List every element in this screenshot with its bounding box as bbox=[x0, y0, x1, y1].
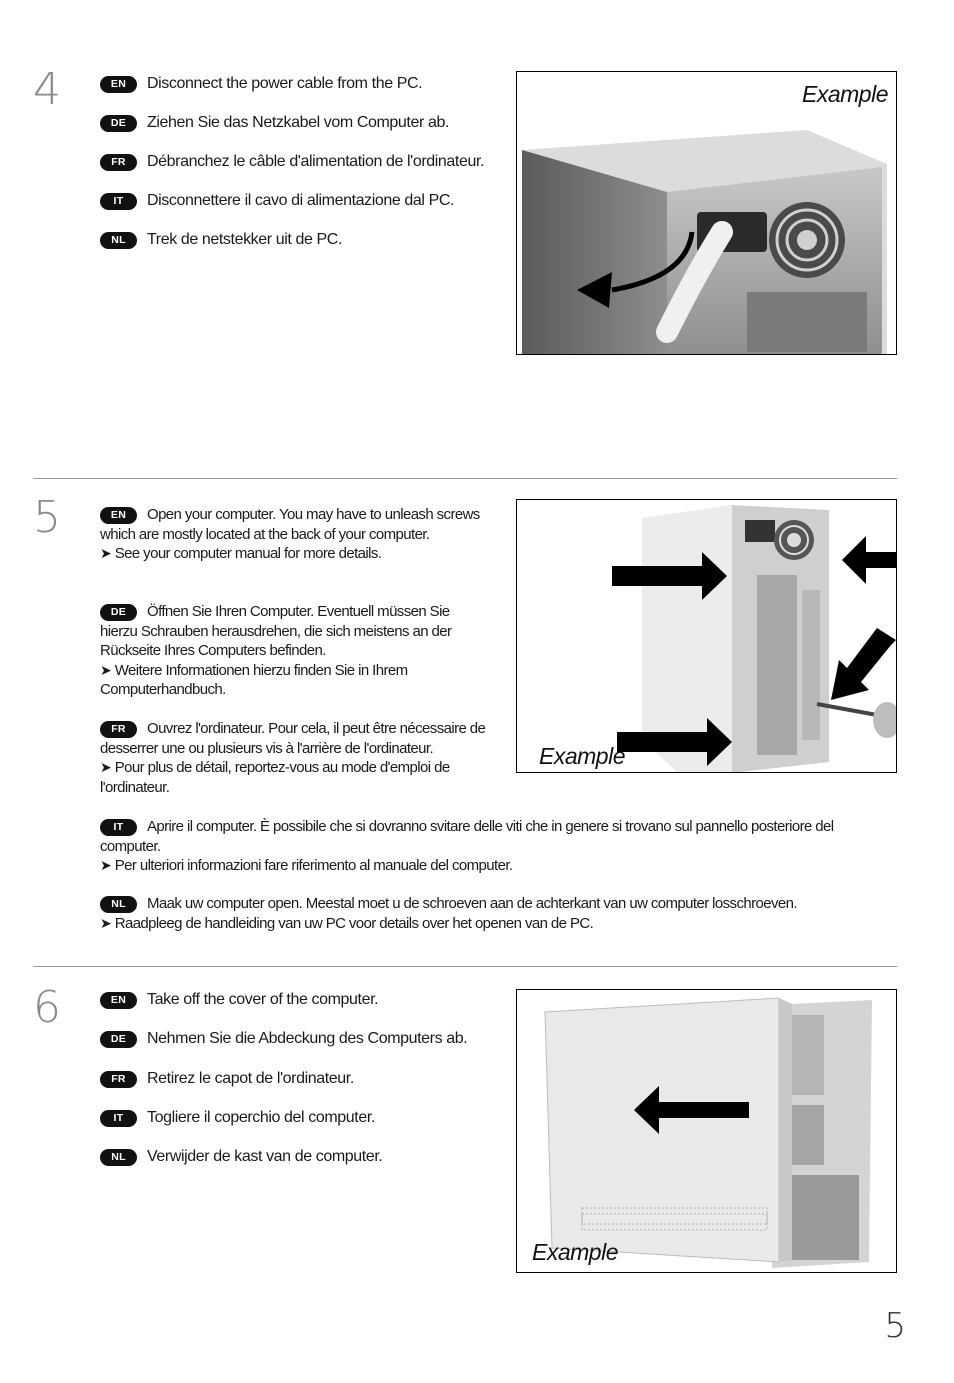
step4-line-en bbox=[100, 75, 422, 93]
step4-text-nl: Trek de netstekker uit de PC. bbox=[147, 231, 343, 248]
lang-badge-nl: NL bbox=[100, 232, 137, 249]
note-arrow-icon: ➤ bbox=[100, 914, 112, 931]
step4-text-it: Disconnettere il cavo di alimentazione dal PC. bbox=[147, 192, 455, 209]
step-number-5: 5 bbox=[33, 492, 61, 543]
step6-line-it bbox=[100, 1109, 375, 1127]
lang-badge-en: EN bbox=[100, 992, 137, 1009]
step5-example-label: Example bbox=[539, 743, 625, 769]
step4-photo bbox=[516, 71, 897, 355]
step5-para-fr bbox=[100, 719, 500, 797]
pc-rear-power-cable-illustration bbox=[517, 72, 896, 354]
lang-badge-de: DE bbox=[100, 604, 137, 621]
note-arrow-icon: ➤ bbox=[100, 857, 112, 873]
pc-rear-screws-illustration bbox=[517, 500, 896, 772]
lang-badge-it: IT bbox=[100, 819, 137, 836]
note-arrow-icon: ➤ bbox=[100, 661, 112, 678]
step5-text-it: Aprire il computer. È possibile che si dovranno svitare delle viti che in genere si trovano sul pannello posteriore del computer. bbox=[100, 818, 834, 855]
step6-line-de bbox=[100, 1030, 467, 1048]
step4-line-fr bbox=[100, 153, 484, 171]
step5-text-de: Öffnen Sie Ihren Computer. Eventuell müssen Sie hierzu Schrauben herausdrehen, die sich meistens an der Rückseite Ihres Computers befinden. bbox=[100, 603, 452, 659]
page-number: 5 bbox=[884, 1306, 906, 1346]
step5-note-de: Weitere Informationen hierzu finden Sie in Ihrem Computerhandbuch. bbox=[100, 661, 408, 698]
step5-text-en: Open your computer. You may have to unleash screws which are mostly located at the back of your computer. bbox=[100, 506, 480, 543]
lang-badge-fr: FR bbox=[100, 154, 137, 171]
step-number-6: 6 bbox=[33, 982, 61, 1033]
note-arrow-icon: ➤ bbox=[100, 759, 112, 775]
lang-badge-it: IT bbox=[100, 193, 137, 210]
lang-badge-de: DE bbox=[100, 1031, 137, 1048]
step4-text-de: Ziehen Sie das Netzkabel vom Computer ab. bbox=[147, 114, 449, 131]
lang-badge-en: EN bbox=[100, 507, 137, 524]
step5-photo bbox=[516, 499, 897, 773]
step6-text-de: Nehmen Sie die Abdeckung des Computers ab. bbox=[147, 1030, 468, 1047]
lang-badge-en: EN bbox=[100, 76, 137, 93]
step5-para-it bbox=[100, 817, 895, 876]
step6-line-en bbox=[100, 991, 378, 1009]
step5-para-en bbox=[100, 505, 490, 564]
step6-text-en: Take off the cover of the computer. bbox=[147, 991, 379, 1008]
step5-text-nl: Maak uw computer open. Meestal moet u de schroeven aan de achterkant van uw computer losschroeven. bbox=[147, 895, 797, 912]
lang-badge-nl: NL bbox=[100, 1149, 137, 1166]
step4-example-label: Example bbox=[802, 81, 888, 107]
divider-1 bbox=[33, 478, 897, 479]
lang-badge-de: DE bbox=[100, 115, 137, 132]
step4-line-it bbox=[100, 192, 454, 210]
step4-line-nl bbox=[100, 231, 342, 249]
step5-text-fr: Ouvrez l'ordinateur. Pour cela, il peut être nécessaire de desserrer une ou plusieurs vis à l'arrière de l'ordinateur. bbox=[100, 720, 486, 757]
step6-line-fr bbox=[100, 1070, 354, 1088]
step6-text-nl: Verwijder de kast van de computer. bbox=[147, 1148, 383, 1165]
note-arrow-icon: ➤ bbox=[100, 545, 112, 561]
step4-line-de bbox=[100, 114, 449, 132]
step6-text-fr: Retirez le capot de l'ordinateur. bbox=[147, 1070, 354, 1087]
lang-badge-fr: FR bbox=[100, 721, 137, 738]
step6-line-nl bbox=[100, 1148, 382, 1166]
step5-para-nl bbox=[100, 894, 895, 933]
step-number-4: 4 bbox=[33, 64, 61, 115]
lang-badge-it: IT bbox=[100, 1110, 137, 1127]
step5-note-en: See your computer manual for more details. bbox=[114, 545, 382, 562]
step5-note-fr: Pour plus de détail, reportez-vous au mode d'emploi de l'ordinateur. bbox=[100, 759, 450, 796]
step6-text-it: Togliere il coperchio del computer. bbox=[147, 1109, 375, 1126]
step5-note-it: Per ulteriori informazioni fare riferimento al manuale del computer. bbox=[114, 857, 513, 874]
step4-text-fr: Débranchez le câble d'alimentation de l'ordinateur. bbox=[147, 153, 485, 170]
step5-note-nl: Raadpleeg de handleiding van uw PC voor details over het openen van de PC. bbox=[114, 914, 594, 932]
step4-text-en: Disconnect the power cable from the PC. bbox=[147, 75, 423, 92]
step6-photo bbox=[516, 989, 897, 1273]
lang-badge-nl: NL bbox=[100, 896, 137, 913]
step5-para-de bbox=[100, 602, 490, 700]
step6-example-label: Example bbox=[532, 1239, 618, 1265]
pc-cover-removal-illustration bbox=[517, 990, 896, 1272]
divider-2 bbox=[33, 966, 897, 967]
lang-badge-fr: FR bbox=[100, 1071, 137, 1088]
